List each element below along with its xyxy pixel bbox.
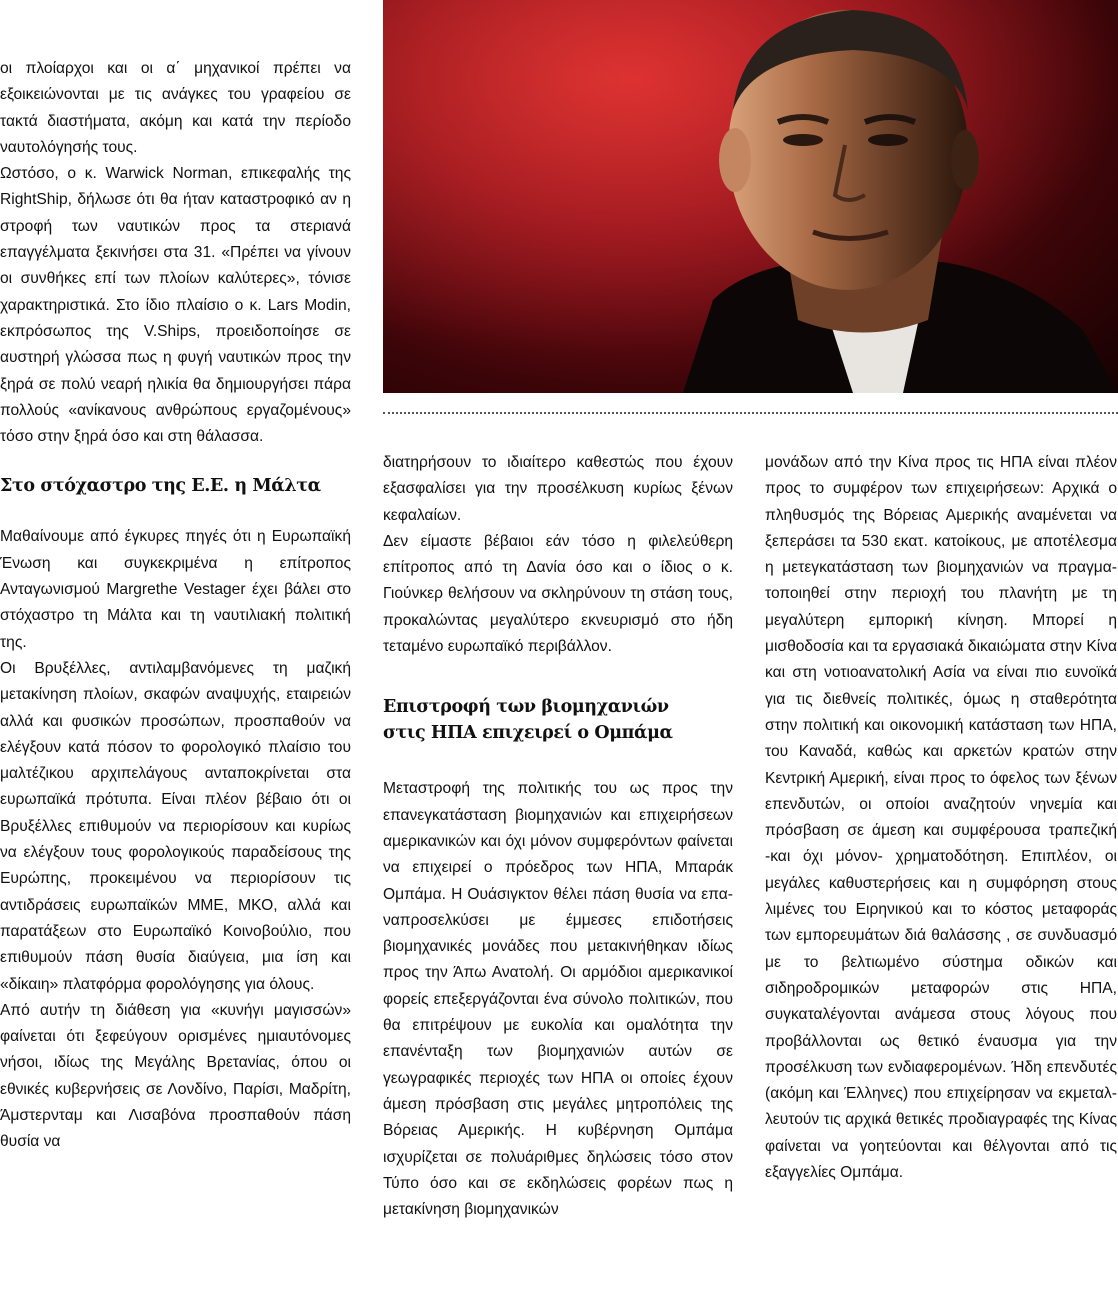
article-column-2: [383, 450, 733, 1223]
paragraph: Μεταστροφή της πολιτικής του ως προς την επανεγκατάσταση βιομηχανιών και επιχειρήσεων αμερικανικών και όχι μόνον συμφερόντων φαίνεται να επιχειρεί ο πρόεδρος των ΗΠΑ, Μπαράκ Ομπάμα. Η Ουάσιγκτον θέλει πάση θυσία να επαναπροσελκύσει με έμμεσες επιδοτήσεις βιομηχανικές μονάδες που μετακινήθηκαν ιδίως προς την Άπω Ανατολή. Οι αρμόδιοι αμερικανικοί φορείς επεξεργάζονται ένα σύνολο πολιτικών, που θα επιτρέψουν με ευκολία και ομαλότητα την επανένταξη των βιομηχανιών αυτών σε γεωγραφικές περιοχές των ΗΠΑ οι οποίες έχουν άμεση πρόσβαση στις μεγάλες μητροπόλεις της Βόρειας Αμερικής. Η κυβέρνηση Ομπάμα ισχυρίζεται σε πολυάριθμες δηλώσεις τόσο στον Τύπο όσο και σε εκδηλώσεις φορέων πως η μετακίνηση βιομηχανικών: [383, 780, 733, 1219]
paragraph: Οι Βρυξέλλες, αντιλαμβανόμενες τη μαζική μετακίνηση πλοίων, σκαφών αναψυχής, εταιρειών αλλά και φυσικών προσώπων, προσπαθούν να ελέγξουν κατά πόσον το φορολογικό πλαίσιο του μαλτέζικου αρχιπελάγους ανταποκρίνεται στα ευρωπαϊκά πρότυπα. Είναι πλέον βέβαιο ότι οι Βρυξέλλες επιθυμούν να περιορίσουν και κυρίως να ελέγξουν τους φορολογικούς παραδείσους της Ευρώπης, προκειμένου να περιορίσουν τις αντιδράσεις ευρωπαϊκών ΜΜΕ, ΜΚΟ, αλλά και παρατάξεων στο Ευρωπαϊκό Κοινοβούλιο, που επιθυμούν πάση θυσία διαύγεια, μια ίση και «δίκαιη» πλατφόρμα φορολόγησης για όλους.: [0, 659, 351, 993]
heading-line: Επιστροφή των βιομηχανιών: [383, 697, 669, 718]
paragraph: Από αυτήν τη διάθεση για «κυνήγι μαγισσών» φαίνεται ότι ξεφεύγουν ορισμένες ημιαυτόνομες νήσοι, ιδίως της Μεγάλης Βρετανίας, όπου οι εθνικές κυβερνήσεις σε Λονδίνο, Παρίσι, Μαδρίτη, Άμστερνταμ και Λισαβόνα προσπαθούν πάση θυσία να: [0, 1001, 351, 1151]
dotted-separator: [383, 412, 1118, 414]
portrait-illustration: [383, 0, 1118, 393]
paragraph: διατηρήσουν το ιδιαίτερο καθεστώς που έχουν εξασφαλίσει για την προσέλκυση κυρίως ξένων κεφαλαίων.: [383, 454, 733, 524]
paragraph: Μαθαίνουμε από έγκυρες πηγές ότι η Ευρωπαϊκή Ένωση και συγκεκριμένα η επίτροπος Ανταγωνισμού Margrethe Vestager έχει βάλει στο στόχαστρο τη Μάλτα και τη ναυτιλιακή πολιτική της.: [0, 528, 351, 651]
paragraph: Δεν είμαστε βέβαιοι εάν τόσο η φιλελεύθερη επίτροπος από τη Δανία όσο και ο ίδιος ο κ. Γιούνκερ θελήσουν να σκληρύνουν τη στάση τους, προκαλώντας μεγαλύτερο εκνευρισμό στο ήδη τεταμένο ευρωπαϊκό περιβάλλον.: [383, 532, 733, 656]
paragraph: μονάδων από την Κίνα προς τις ΗΠΑ είναι πλέον προς το συμφέρον των επιχειρήσεων: Αρχικά ο πληθυσμός της Βόρειας Αμερικής αναμένεται να ξεπεράσει τα 530 εκατ. κατοίκους, με αποτέλεσμα η μετεγκατάσταση των βιομηχανιών να πραγματοποιηθεί στην περιοχή του πλανήτη με τη μεγαλύτερη εμπορική κίνηση. Μπορεί η μισθοδοσία και τα εργασιακά δικαιώματα στην Κίνα και στη νοτιοανατολική Ασία να είναι πιο ευνοϊκά για τις διεθνείς πολιτικές, όμως η σταθερότητα στην πολιτική και οικονομική κατάσταση των ΗΠΑ, του Καναδά, καθώς και αρκετών κρατών στην Κεντρική Αμερική, είναι προς το όφελος των ξένων επενδυτών, οι οποίοι αναζητούν νηνεμία και πρόσβαση σε άμεση και συμφέρουσα τραπεζική -και όχι μόνον- χρηματοδότηση. Επιπλέον, οι μεγάλες καθυστερήσεις και η συμφόρηση στους λιμένες του Ειρηνικού και το κόστος μεταφοράς των εμπορευμάτων διά θαλάσσης , σε συνδυασμό με το βελτιωμένο σύστημα οδικών και σιδηροδρομικών μεταφορών στις ΗΠΑ, συγκαταλέγονται ανάμεσα στους λόγους που προβάλλονται ως θετικό έναυσμα για την προσέλκυση των ενδιαφερομένων. Ήδη επενδυτές (ακόμη και Έλληνες) που επιχείρησαν να εκμεταλλευτούν τις αρχικά θετικές προδιαγραφές της Κίνας φαίνεται να γοητεύονται και θέλγονται από τις εξαγγελίες Ομπάμα.: [765, 454, 1117, 1182]
paragraph: Ωστόσο, ο κ. Warwick Norman, επικεφαλής της RightShip, δήλωσε ότι θα ήταν καταστροφικό αν η στροφή των ναυτικών προς τα στεριανά επαγγέλματα ξεκινήσει στα 31. «Πρέπει να γίνουν οι συνθήκες επί των πλοίων καλύτερες», τόνισε χαρακτηριστικά. Στο ίδιο πλαίσιο ο κ. Lars Modin, εκπρόσωπος της V.Ships, προειδοποίησε σε αυστηρή γλώσσα πως η φυγή ναυτικών προς την ξηρά σε πολύ νεαρή ηλικία θα δημιουργήσει πάρα πολλούς «ανίκανους ανθρώπους εργαζομένους» τόσο στην ξηρά όσο και στη θάλασσα.: [0, 165, 351, 446]
article-column-1: [0, 56, 351, 1156]
section-heading-obama: [383, 694, 733, 746]
portrait-photo: [383, 0, 1118, 393]
paragraph: οι πλοίαρχοι και οι α΄ μηχανικοί πρέπει να εξοικειώνονται με τις ανάγκες του γραφείου σε τακτά διαστήματα, ακόμη και κατά την περίοδο ναυτολόγησής τους.: [0, 60, 351, 156]
article-column-3: [765, 450, 1117, 1186]
heading-line: στις ΗΠΑ επιχειρεί ο Ομπάμα: [383, 723, 673, 744]
section-heading-malta: Στο στόχαστρο της Ε.Ε. η Μάλτα: [0, 476, 321, 497]
